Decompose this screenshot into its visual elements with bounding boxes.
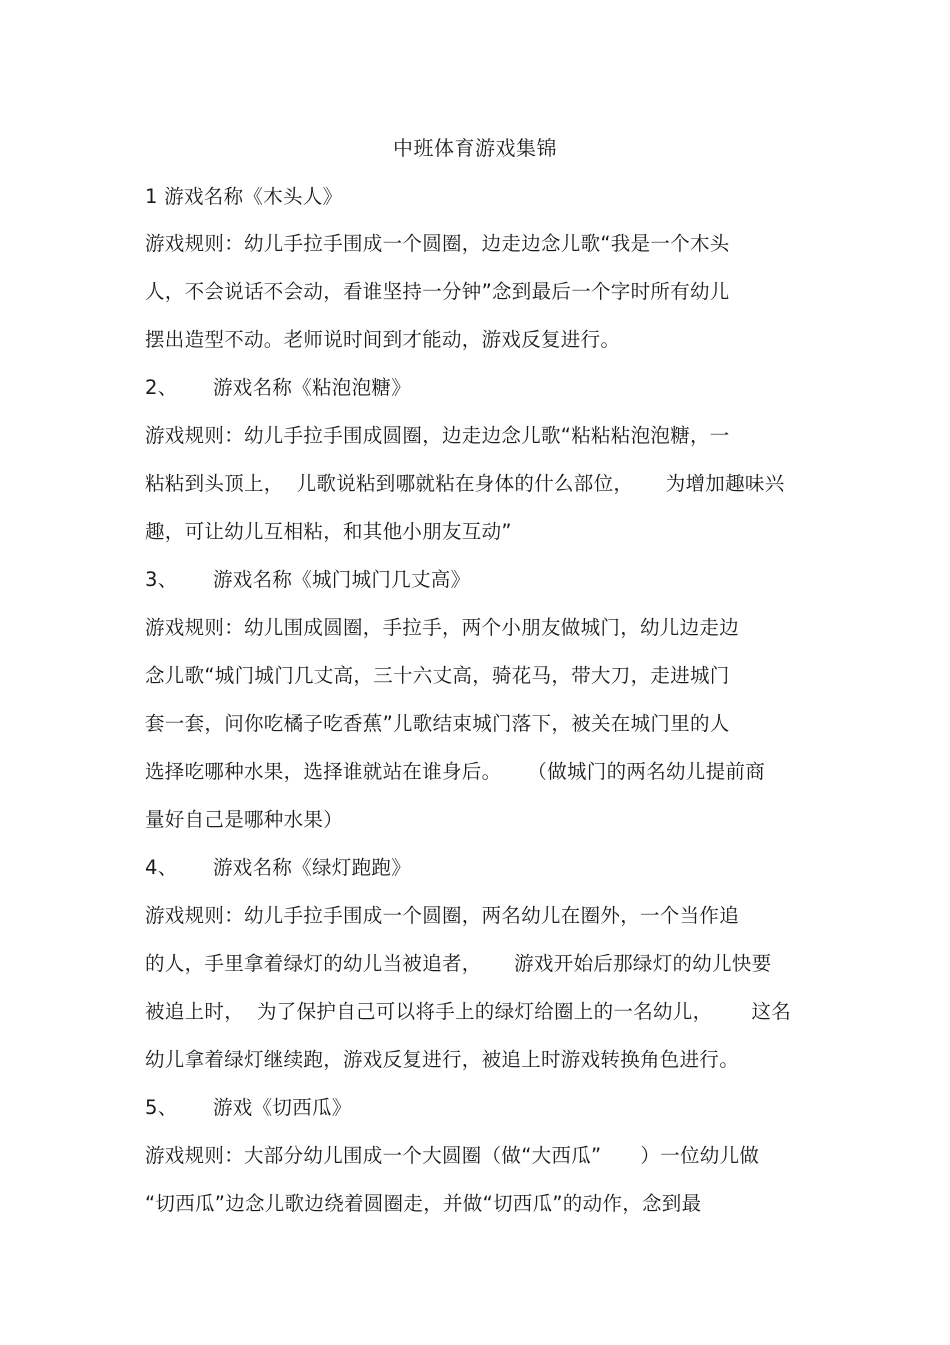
game-2-heading xyxy=(145,375,411,401)
paragraph-line: 量好自己是哪种水果） xyxy=(145,808,344,831)
paragraph-line: 游戏规则：幼儿手拉手围成一个圆圈，两名幼儿在圈外，一个当作追 xyxy=(145,904,740,927)
paragraph-line: 套一套，问你吃橘子吃香蕉”儿歌结束城门落下，被关在城门里的人 xyxy=(145,712,730,735)
paragraph-line: 选择吃哪种水果，选择谁就站在谁身后。 （做城门的两名幼儿提前商 xyxy=(145,760,765,783)
paragraph-line: 被追上时， 为了保护自己可以将手上的绿灯给圈上的一名幼儿， 这名 xyxy=(145,1000,791,1023)
paragraph-line: 摆出造型不动。老师说时间到才能动，游戏反复进行。 xyxy=(145,328,621,351)
heading-number: 2、 xyxy=(145,376,178,399)
paragraph-line: 游戏规则：幼儿手拉手围成一个圆圈，边走边念儿歌“我是一个木头 xyxy=(145,232,730,255)
paragraph-line: 人，不会说话不会动，看谁坚持一分钟”念到最后一个字时所有幼儿 xyxy=(145,280,730,303)
game-5-heading xyxy=(145,1095,352,1121)
heading-number: 4、 xyxy=(145,856,178,879)
heading-text: 游戏名称《绿灯跑跑》 xyxy=(213,856,412,879)
heading-text: 游戏名称《粘泡泡糖》 xyxy=(213,376,412,399)
heading-number: 3、 xyxy=(145,568,178,591)
paragraph-line: “切西瓜”边念儿歌边绕着圆圈走，并做“切西瓜”的动作，念到最 xyxy=(145,1192,702,1215)
paragraph-line: 念儿歌“城门城门几丈高，三十六丈高，骑花马，带大刀，走进城门 xyxy=(145,664,730,687)
paragraph-line: 幼儿拿着绿灯继续跑，游戏反复进行，被追上时游戏转换角色进行。 xyxy=(145,1048,740,1071)
game-4-heading xyxy=(145,855,411,881)
heading-number: 5、 xyxy=(145,1096,178,1119)
document-title: 中班体育游戏集锦 xyxy=(393,136,557,160)
paragraph-line: 趣，可让幼儿互相粘，和其他小朋友互动” xyxy=(145,520,512,543)
paragraph-line: 粘粘到头顶上， 儿歌说粘到哪就粘在身体的什么部位， 为增加趣味兴 xyxy=(145,472,785,495)
heading-text: 游戏名称《城门城门几丈高》 xyxy=(213,568,471,591)
game-3-heading xyxy=(145,567,470,593)
paragraph-line: 游戏规则：大部分幼儿围成一个大圆圈（做“大西瓜” ）一位幼儿做 xyxy=(145,1144,760,1167)
paragraph-line: 游戏规则：幼儿围成圆圈，手拉手，两个小朋友做城门，幼儿边走边 xyxy=(145,616,740,639)
paragraph-line: 的人，手里拿着绿灯的幼儿当被追者， 游戏开始后那绿灯的幼儿快要 xyxy=(145,952,772,975)
game-1-heading: 1 游戏名称《木头人》 xyxy=(145,185,343,208)
paragraph-line: 游戏规则：幼儿手拉手围成圆圈，边走边念儿歌“粘粘粘泡泡糖，一 xyxy=(145,424,730,447)
heading-text: 游戏《切西瓜》 xyxy=(213,1096,352,1119)
